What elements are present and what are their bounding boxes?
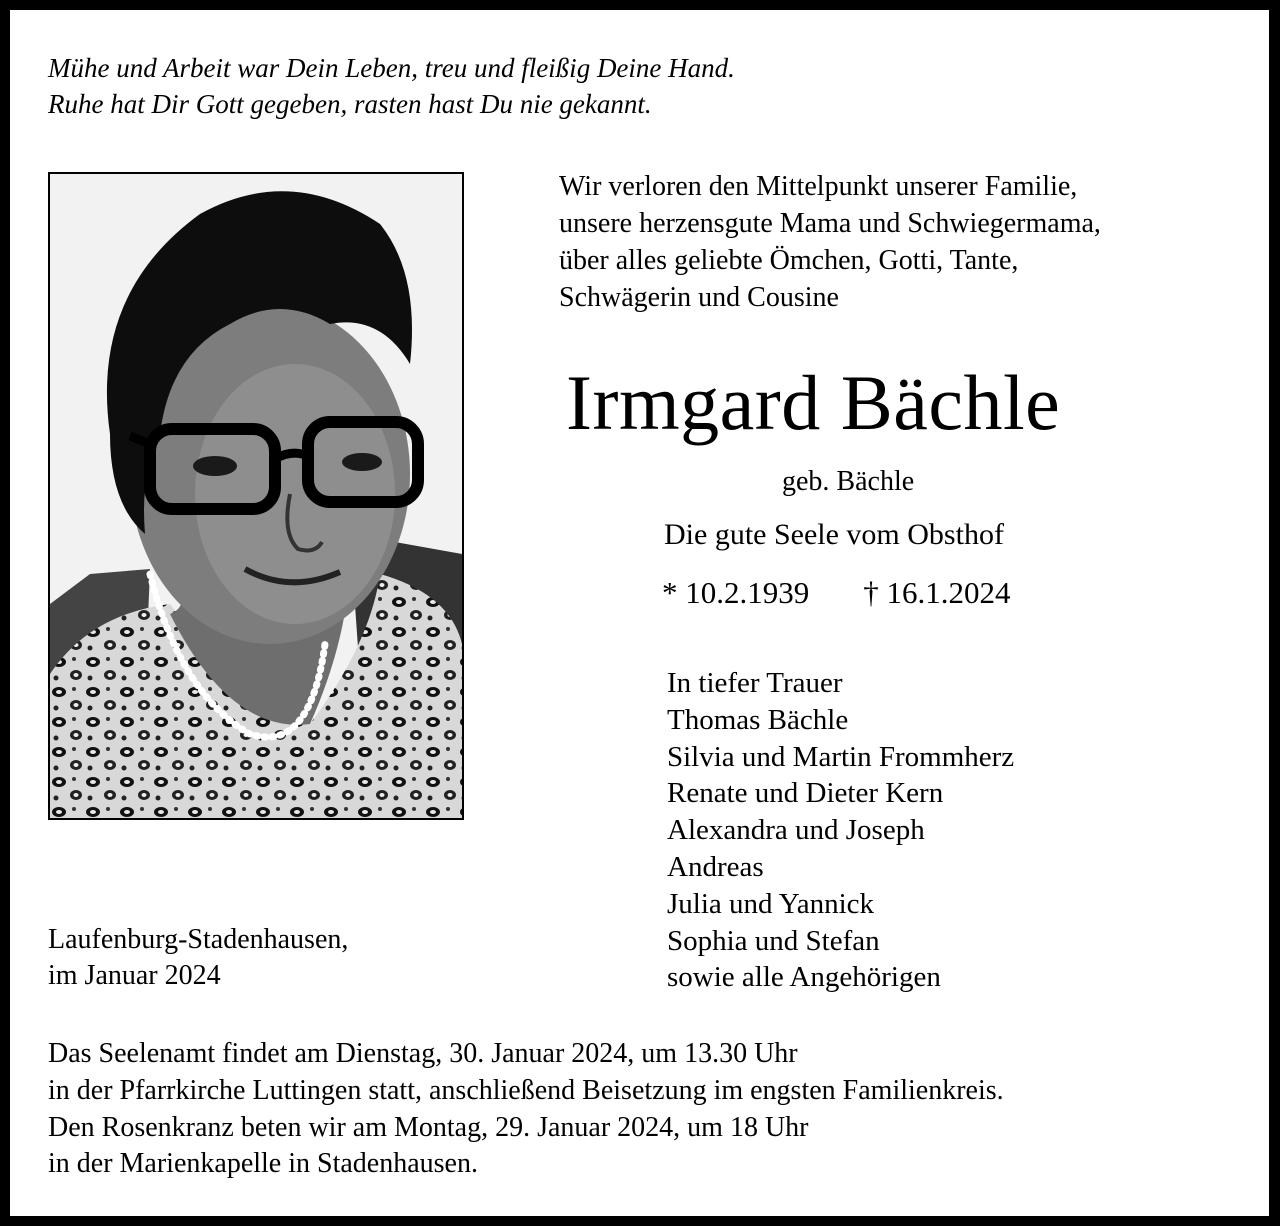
mourner-line: In tiefer Trauer xyxy=(667,667,843,699)
mourner-line: Andreas xyxy=(667,850,764,883)
place-and-date xyxy=(48,922,348,994)
intro-text xyxy=(559,168,1101,316)
intro-line: unsere herzensgute Mama und Schwiegermama, xyxy=(559,208,1101,239)
intro-line: über alles geliebte Ömchen, Gotti, Tante, xyxy=(559,245,1019,276)
motto-line: Ruhe hat Dir Gott gegeben, rasten hast Du nie gekannt. xyxy=(48,89,652,119)
obituary-card xyxy=(10,10,1269,1216)
mourner-line: Silvia und Martin Frommherz xyxy=(667,740,1015,773)
service-line: Das Seelenamt findet am Dienstag, 30. Januar 2024, um 13.30 Uhr xyxy=(48,1038,798,1069)
mourner-line: Renate und Dieter Kern xyxy=(667,777,944,810)
motto-line: Mühe und Arbeit war Dein Leben, treu und fleißig Deine Hand. xyxy=(48,53,735,83)
portrait-photo xyxy=(48,172,464,820)
life-dates xyxy=(662,574,1011,612)
deceased-name: Irmgard Bächle xyxy=(566,359,1061,446)
mourners-list xyxy=(667,665,1014,996)
epithet: Die gute Seele vom Obsthof xyxy=(664,518,1004,551)
intro-line: Wir verloren den Mittelpunkt unserer Familie, xyxy=(559,171,1078,202)
mourner-line: Alexandra und Joseph xyxy=(667,814,925,847)
motto xyxy=(48,50,735,122)
place-line: Laufenburg-Stadenhausen, xyxy=(48,924,349,955)
death-date: † 16.1.2024 xyxy=(863,575,1011,610)
intro-line: Schwägerin und Cousine xyxy=(559,282,839,313)
service-line: in der Pfarrkirche Luttingen statt, anschließend Beisetzung im engsten Familienkreis. xyxy=(48,1074,1004,1106)
service-line: Den Rosenkranz beten wir am Montag, 29. Januar 2024, um 18 Uhr xyxy=(48,1111,809,1143)
birth-date: * 10.2.1939 xyxy=(662,575,810,610)
service-line: in der Marienkapelle in Stadenhausen. xyxy=(48,1148,478,1180)
mourner-line: sowie alle Angehörigen xyxy=(667,961,941,994)
mourner-line: Thomas Bächle xyxy=(667,703,849,736)
maiden-name: geb. Bächle xyxy=(782,466,915,497)
mourner-line: Sophia und Stefan xyxy=(667,924,880,957)
mourner-line: Julia und Yannick xyxy=(667,887,875,920)
service-info xyxy=(48,1036,1004,1183)
date-line: im Januar 2024 xyxy=(48,960,221,991)
